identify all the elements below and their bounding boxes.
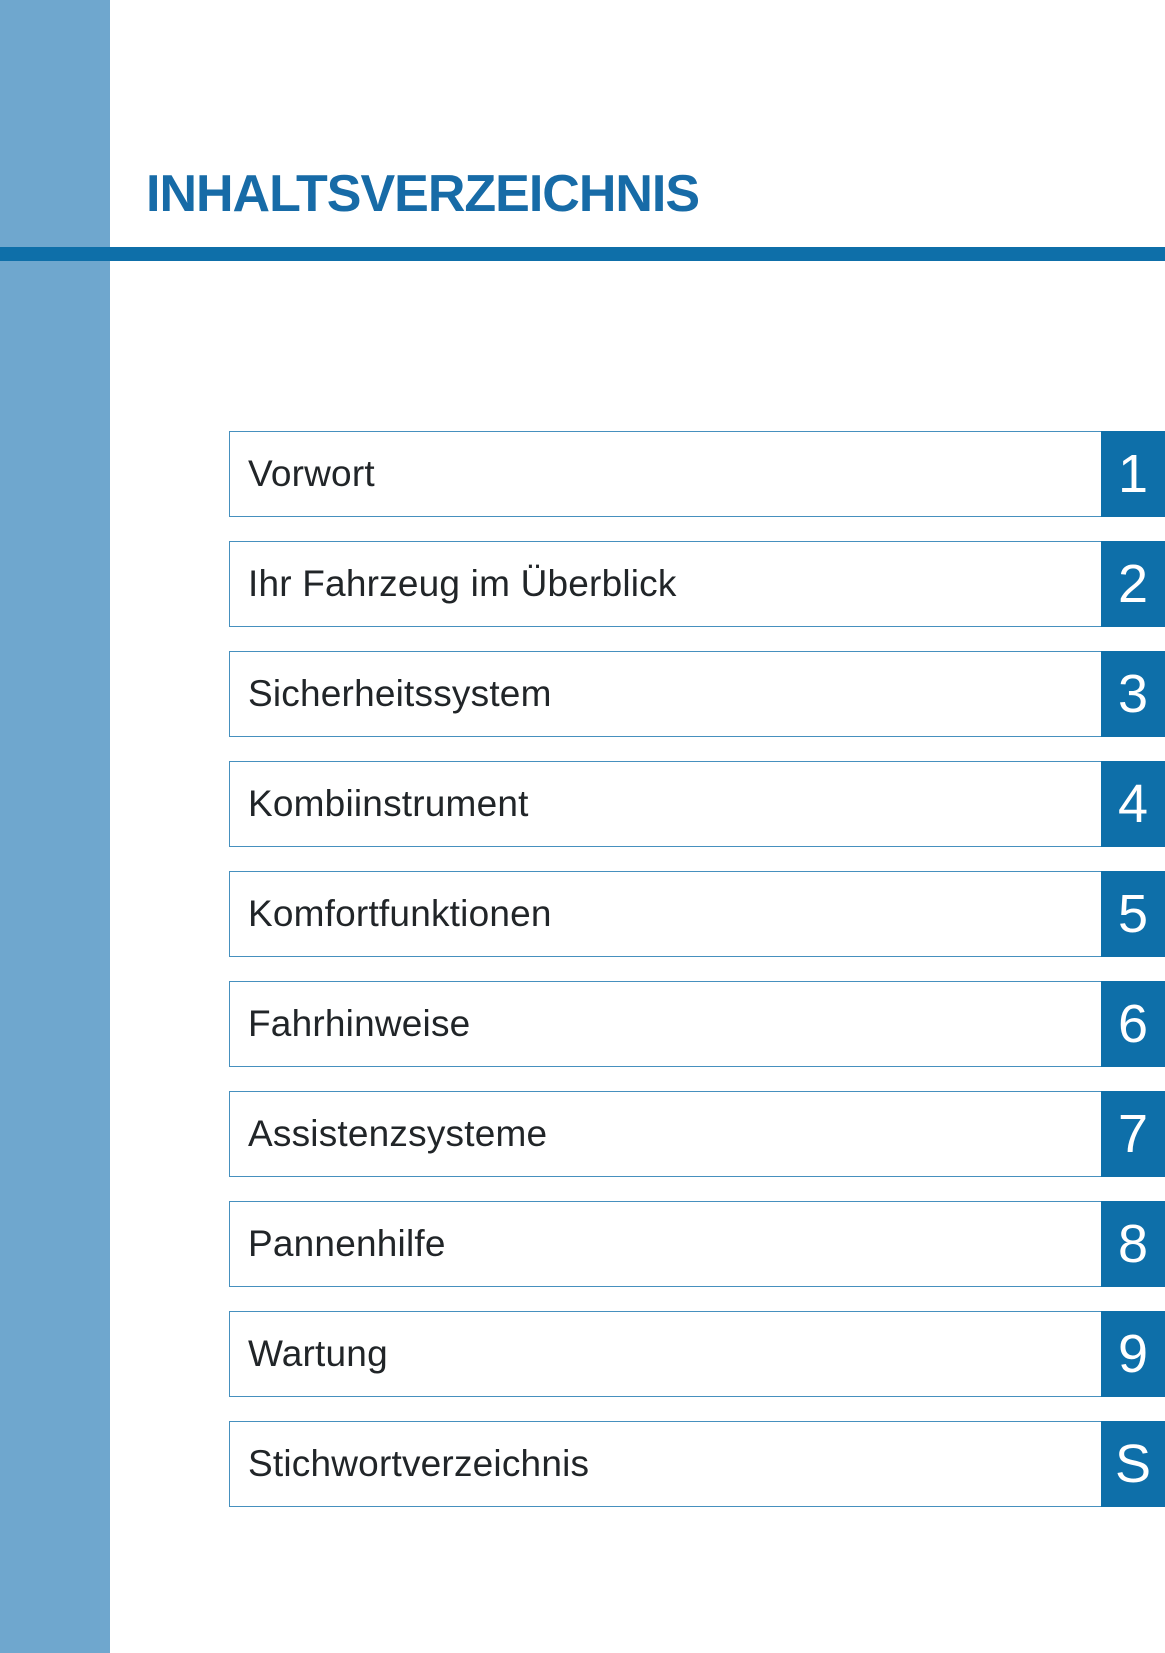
toc-row-label: Sicherheitssystem (248, 673, 552, 714)
page-title: INHALTSVERZEICHNIS (146, 165, 700, 223)
toc-row[interactable] (229, 981, 1165, 1067)
toc-row-label: Stichwortverzeichnis (248, 1443, 590, 1484)
chapter-number-tab: 6 (1101, 981, 1165, 1067)
chapter-number-tab: 4 (1101, 761, 1165, 847)
toc-row[interactable] (229, 541, 1165, 627)
chapter-number-tab: 8 (1101, 1201, 1165, 1287)
chapter-number-tab: 2 (1101, 541, 1165, 627)
toc-row-label: Wartung (248, 1333, 388, 1374)
toc-row-label: Ihr Fahrzeug im Überblick (248, 563, 677, 604)
chapter-number-tab: S (1101, 1421, 1165, 1507)
chapter-number-tab: 5 (1101, 871, 1165, 957)
toc-row-label: Fahrhinweise (248, 1003, 471, 1044)
toc-row[interactable] (229, 761, 1165, 847)
toc-row-label: Vorwort (248, 453, 375, 494)
chapter-number-tab: 1 (1101, 431, 1165, 517)
toc-row[interactable] (229, 1311, 1165, 1397)
toc-row-label: Kombiinstrument (248, 783, 529, 824)
toc-row-label: Komfortfunktionen (248, 893, 552, 934)
chapter-number-tab: 7 (1101, 1091, 1165, 1177)
title-divider-bar (0, 247, 1165, 261)
toc-row[interactable] (229, 1201, 1165, 1287)
chapter-number-tab: 9 (1101, 1311, 1165, 1397)
toc-row[interactable] (229, 871, 1165, 957)
toc-row[interactable] (229, 651, 1165, 737)
toc-row-label: Pannenhilfe (248, 1223, 446, 1264)
toc-row[interactable] (229, 1421, 1165, 1507)
toc-row-label: Assistenzsysteme (248, 1113, 548, 1154)
chapter-number-tab: 3 (1101, 651, 1165, 737)
toc-list (229, 431, 1165, 1507)
toc-row[interactable] (229, 1091, 1165, 1177)
toc-row[interactable] (229, 431, 1165, 517)
